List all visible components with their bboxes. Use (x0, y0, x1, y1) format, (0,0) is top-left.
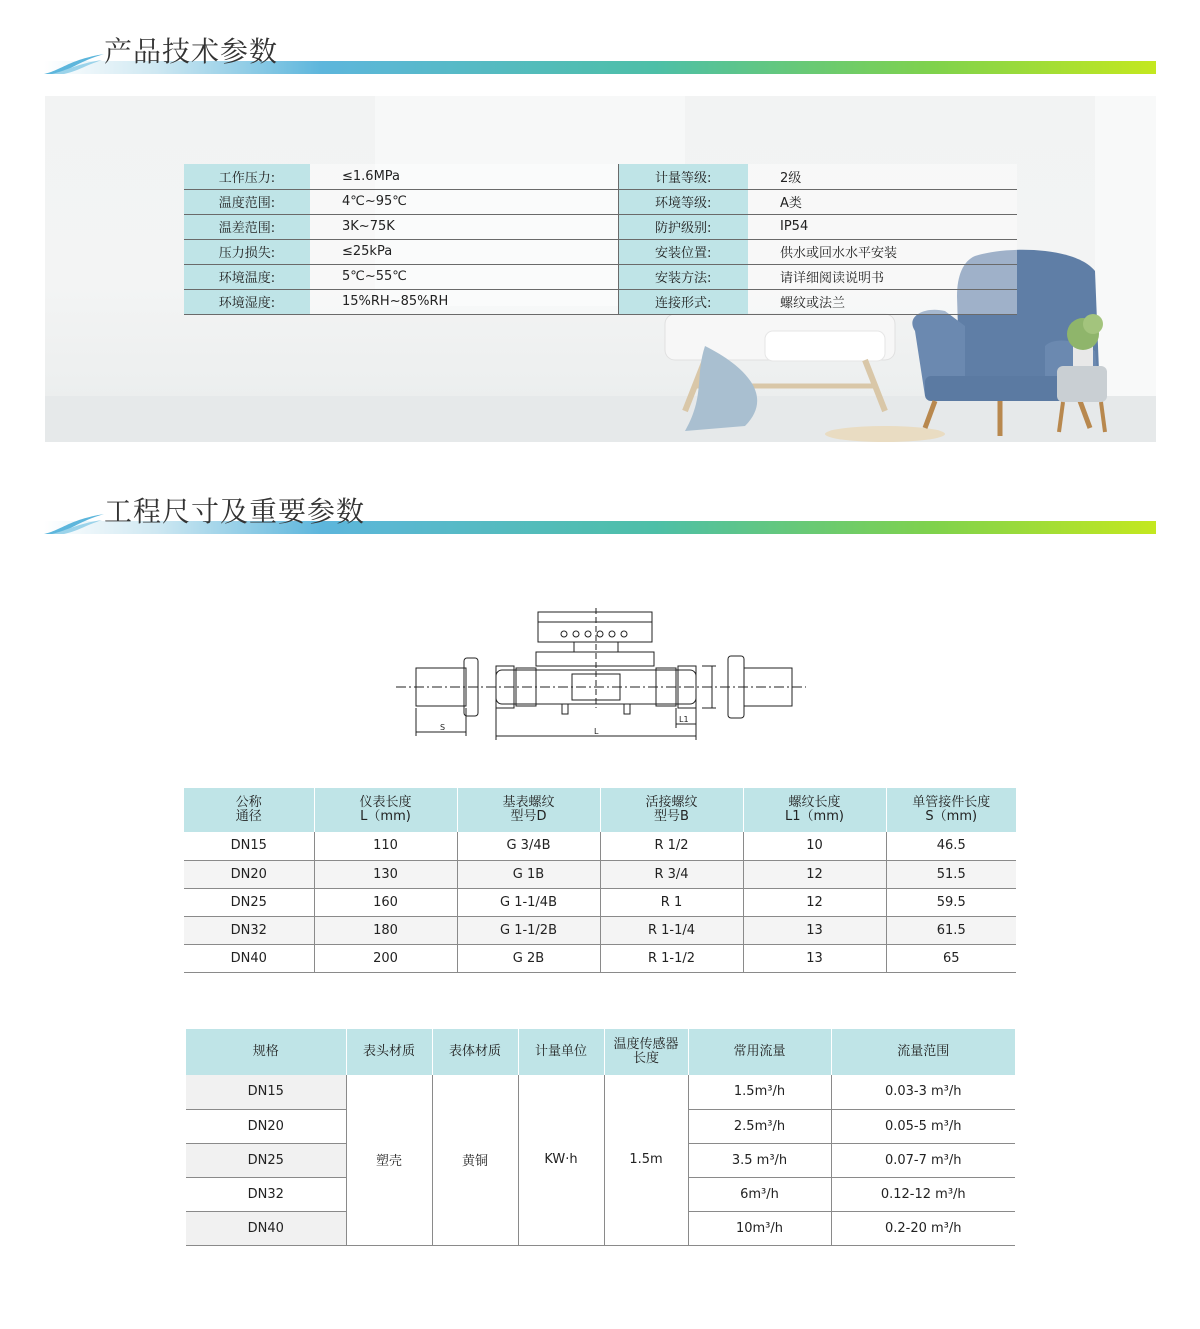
flow-cell: 10m³/h (688, 1211, 831, 1245)
wave-icon (44, 52, 106, 74)
table-cell: G 3/4B (457, 832, 600, 860)
param-value: A类 (748, 189, 1017, 214)
unit-cell: KW·h (518, 1075, 604, 1245)
range-cell: 0.03-3 m³/h (831, 1075, 1015, 1109)
param-label: 防护级别: (618, 214, 748, 239)
table-cell: 12 (743, 888, 886, 916)
column-header: 流量范围 (831, 1029, 1015, 1075)
range-cell: 0.07-7 m³/h (831, 1143, 1015, 1177)
column-header: 表体材质 (432, 1029, 518, 1075)
table-cell: G 2B (457, 944, 600, 972)
table-cell: 61.5 (886, 916, 1016, 944)
table-cell: DN25 (184, 888, 314, 916)
column-header-line: 螺纹长度 (788, 795, 841, 810)
column-header (457, 788, 600, 832)
param-label: 安装方法: (618, 264, 748, 289)
room-scene-background (45, 96, 1156, 442)
column-header (600, 788, 743, 832)
table-cell: 200 (314, 944, 457, 972)
param-value: ≤1.6MPa (310, 164, 618, 189)
column-header: 规格 (186, 1029, 346, 1075)
column-header: 表头材质 (346, 1029, 432, 1075)
model-cell: DN25 (186, 1143, 346, 1177)
param-label: 计量等级: (618, 164, 748, 189)
table-cell: DN15 (184, 832, 314, 860)
param-label: 连接形式: (618, 289, 748, 314)
column-header-line: 型号D (510, 809, 547, 824)
column-header: 常用流量 (688, 1029, 831, 1075)
column-header-line: 通径 (235, 809, 262, 824)
param-value: ≤25kPa (310, 239, 618, 264)
column-header (886, 788, 1016, 832)
param-value: 2级 (748, 164, 1017, 189)
column-header-line: L1（mm) (785, 809, 844, 824)
table-cell: 110 (314, 832, 457, 860)
table-cell: 10 (743, 832, 886, 860)
table-cell: 65 (886, 944, 1016, 972)
param-value: 供水或回水水平安装 (748, 239, 1017, 264)
column-header: 计量单位 (518, 1029, 604, 1075)
table-cell: G 1-1/4B (457, 888, 600, 916)
column-header (314, 788, 457, 832)
section-title: 工程尺寸及重要参数 (104, 495, 366, 528)
param-label: 环境温度: (184, 264, 310, 289)
param-value: 3K~75K (310, 214, 618, 239)
table-row (184, 916, 1016, 944)
column-header (184, 788, 314, 832)
flow-cell: 6m³/h (688, 1177, 831, 1211)
table-cell: 180 (314, 916, 457, 944)
table-cell: DN32 (184, 916, 314, 944)
head-material-cell: 塑壳 (346, 1075, 432, 1245)
sensor-length-cell: 1.5m (604, 1075, 688, 1245)
flow-cell: 2.5m³/h (688, 1109, 831, 1143)
range-cell: 0.12-12 m³/h (831, 1177, 1015, 1211)
table-cell: R 1-1/4 (600, 916, 743, 944)
table-cell: R 1-1/2 (600, 944, 743, 972)
table-cell: 13 (743, 944, 886, 972)
column-header-line: 长度 (632, 1051, 659, 1066)
section-title: 产品技术参数 (104, 35, 279, 68)
table-row (184, 888, 1016, 916)
param-value: 15%RH~85%RH (310, 289, 618, 314)
range-cell: 0.2-20 m³/h (831, 1211, 1015, 1245)
table-cell: R 1/2 (600, 832, 743, 860)
column-header-line: 型号B (654, 809, 689, 824)
table-cell: R 3/4 (600, 860, 743, 888)
column-header-line: S（mm) (925, 809, 978, 824)
dim-label-l: L (594, 727, 599, 736)
column-header-line: 公称 (235, 795, 262, 810)
column-header-line: L（mm) (360, 809, 411, 824)
table-cell: DN40 (184, 944, 314, 972)
param-label: 温度范围: (184, 189, 310, 214)
model-cell: DN15 (186, 1075, 346, 1109)
range-cell: 0.05-5 m³/h (831, 1109, 1015, 1143)
model-specs-table (186, 1029, 1015, 1246)
table-cell: 46.5 (886, 832, 1016, 860)
table-cell: 12 (743, 860, 886, 888)
tech-param-row (184, 289, 1017, 314)
param-label: 压力损失: (184, 239, 310, 264)
tech-param-row (184, 214, 1017, 239)
param-value: 螺纹或法兰 (748, 289, 1017, 314)
column-header-line: 单管接件长度 (912, 795, 991, 810)
meter-dimension-drawing (396, 608, 806, 750)
table-cell: DN20 (184, 860, 314, 888)
param-label: 安装位置: (618, 239, 748, 264)
table-cell: 51.5 (886, 860, 1016, 888)
tech-param-row (184, 264, 1017, 289)
column-header-line: 基表螺纹 (502, 795, 555, 810)
table-row (186, 1075, 1015, 1109)
column-header-line: 仪表长度 (359, 795, 412, 810)
param-label: 工作压力: (184, 164, 310, 189)
dim-label-s: S (440, 723, 446, 732)
column-header-line: 活接螺纹 (645, 795, 698, 810)
model-cell: DN32 (186, 1177, 346, 1211)
dimensions-table (184, 788, 1016, 973)
param-label: 环境等级: (618, 189, 748, 214)
param-value: 请详细阅读说明书 (748, 264, 1017, 289)
table-cell: R 1 (600, 888, 743, 916)
param-label: 温差范围: (184, 214, 310, 239)
table-cell: 59.5 (886, 888, 1016, 916)
body-material-cell: 黄铜 (432, 1075, 518, 1245)
column-header (743, 788, 886, 832)
tech-param-row (184, 239, 1017, 264)
param-value: IP54 (748, 214, 1017, 239)
model-cell: DN40 (186, 1211, 346, 1245)
table-row (184, 832, 1016, 860)
table-cell: 160 (314, 888, 457, 916)
tech-params-table (184, 164, 1017, 315)
param-value: 5℃~55℃ (310, 264, 618, 289)
param-value: 4℃~95℃ (310, 189, 618, 214)
flow-cell: 1.5m³/h (688, 1075, 831, 1109)
tech-param-row (184, 164, 1017, 189)
tech-param-row (184, 189, 1017, 214)
table-cell: G 1-1/2B (457, 916, 600, 944)
flow-cell: 3.5 m³/h (688, 1143, 831, 1177)
column-header (604, 1029, 688, 1075)
table-cell: G 1B (457, 860, 600, 888)
table-row (184, 860, 1016, 888)
table-cell: 13 (743, 916, 886, 944)
dim-label-l1: L1 (679, 715, 689, 724)
wave-icon (44, 512, 106, 534)
table-row (184, 944, 1016, 972)
section-header-dimensions (44, 490, 1156, 534)
model-cell: DN20 (186, 1109, 346, 1143)
param-label: 环境湿度: (184, 289, 310, 314)
column-header-line: 温度传感器 (613, 1037, 679, 1052)
section-header-tech (44, 30, 1156, 74)
table-cell: 130 (314, 860, 457, 888)
